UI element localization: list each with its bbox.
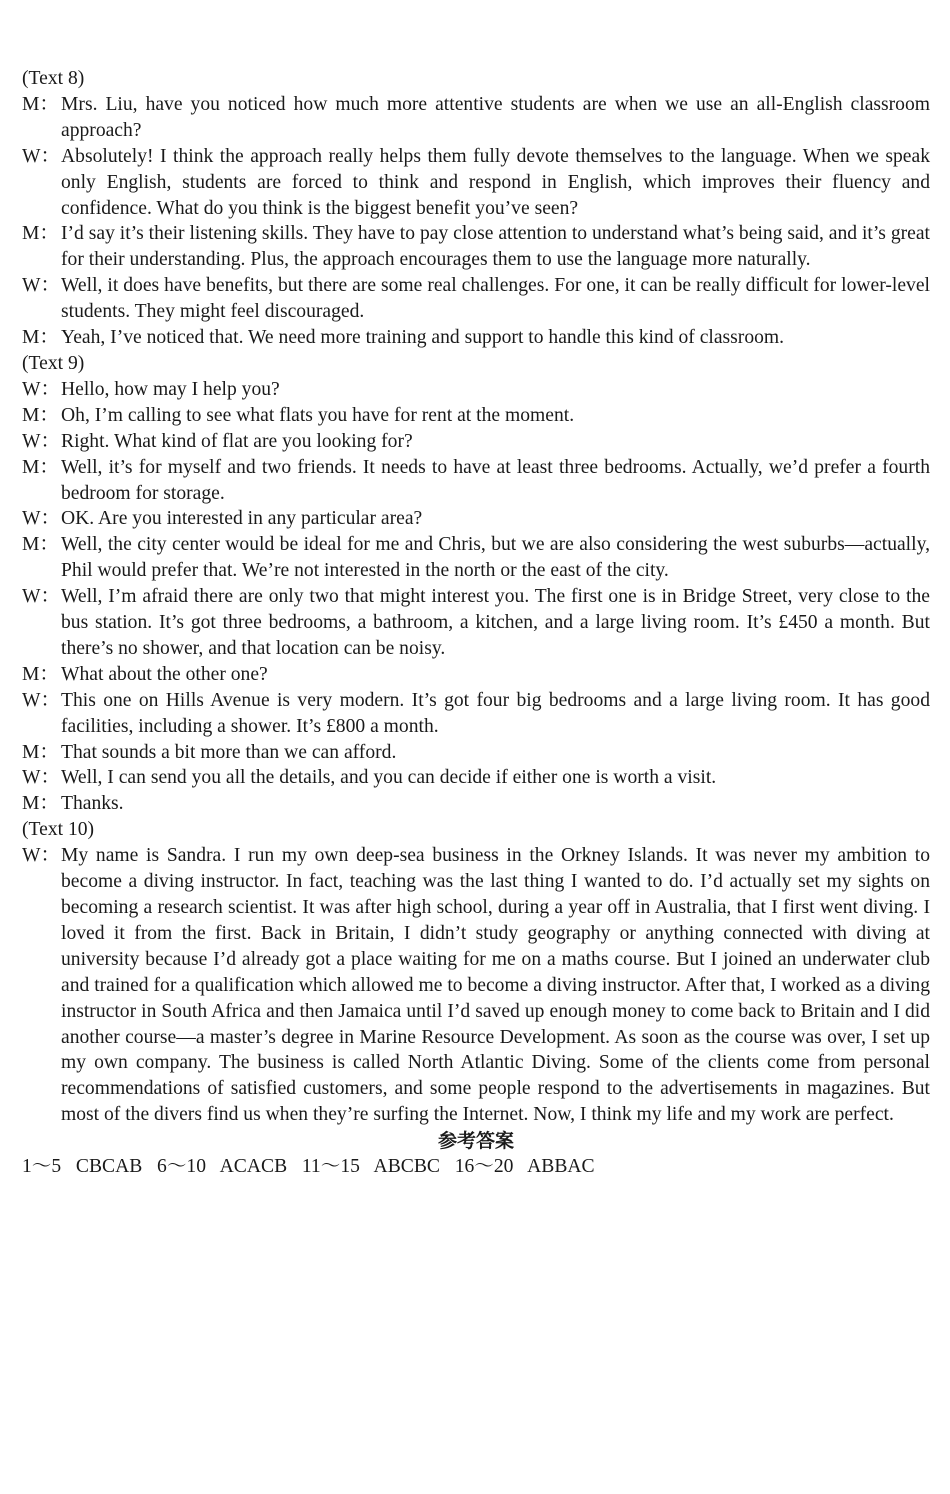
speaker-label: W： [22,378,61,400]
dialogue-turn [22,765,930,791]
utterance: Yeah, I’ve noticed that. We need more training and support to handle this kind of classroom. [61,327,785,349]
speaker-label: M： [22,223,60,245]
answer-range: 11～15 [301,1156,360,1178]
dialogue-turn [22,506,930,532]
speaker-label: W： [22,508,61,530]
utterance: Oh, I’m calling to see what flats you have for rent at the moment. [61,404,575,426]
speaker-label: W： [22,586,61,608]
dialogue-turn [22,221,930,273]
dialogue-turn [22,403,930,429]
utterance: Well, it does have benefits, but there are some real challenges. For one, it can be really difficult for lower-level students. They might feel discouraged. [61,275,930,323]
utterance: Well, I can send you all the details, and you can decide if either one is worth a visit. [61,767,717,789]
answer-key [22,1154,930,1180]
utterance: Well, it’s for myself and two friends. It needs to have at least three bedrooms. Actually, we’d prefer a fourth bedroom for storage. [61,456,930,504]
dialogue-turn [22,662,930,688]
dialogue-turn [22,273,930,325]
utterance: Mrs. Liu, have you noticed how much more attentive students are when we use an all-English classroom approach? [61,93,930,141]
dialogue-turn [22,429,930,455]
answer-values: ABBAC [527,1156,595,1178]
answer-values: CBCAB [75,1156,143,1178]
utterance: OK. Are you interested in any particular area? [61,508,423,530]
utterance: Hello, how may I help you? [61,378,280,400]
dialogue-turn [22,532,930,584]
speaker-label: W： [22,767,61,789]
speaker-label: M： [22,327,60,349]
answer-values: ABCBC [373,1156,440,1178]
answer-values: ACACB [219,1156,288,1178]
speaker-label: W： [22,845,61,867]
speaker-label: M： [22,534,60,556]
text-10-label: (Text 10) [22,819,95,841]
speaker-label: W： [22,689,61,711]
monologue [22,843,930,1128]
text-8-label: (Text 8) [22,68,85,89]
speaker-label: W： [22,275,61,297]
utterance: Absolutely! I think the approach really helps them fully devote themselves to the language. When we speak only English, students are forced to think and respond in English, which improves their fluency and confidence. What do you think is the biggest benefit you’ve seen? [61,145,930,219]
utterance: Well, I’m afraid there are only two that might interest you. The first one is in Bridge Street, very close to the bus station. It’s got three bedrooms, a bathroom, a kitchen, and a large living room. It’s £450 a month. But there’s no shower, and that location can be noisy. [61,586,930,659]
answer-key-title: 参考答案 [437,1130,514,1153]
speaker-label: W： [22,145,61,167]
utterance: Right. What kind of flat are you looking for? [61,430,413,452]
dialogue-turn [22,455,930,507]
transcript-page [22,66,930,1180]
speaker-label: M： [22,793,60,815]
utterance: This one on Hills Avenue is very modern. It’s got four big bedrooms and a large living room. It has good facilities, including a shower. It’s £800 a month. [61,689,930,737]
speaker-label: M： [22,663,60,685]
dialogue-turn [22,144,930,222]
speaker-label: M： [22,93,60,115]
answer-range: 6～10 [157,1156,207,1178]
text-9-label: (Text 9) [22,352,85,374]
dialogue-turn [22,325,930,351]
utterance: I’d say it’s their listening skills. They have to pay close attention to understand what’s being said, and it’s great for their understanding. Plus, the approach encourages them to use the language more naturally. [61,223,930,271]
dialogue-turn [22,92,930,144]
speaker-label: M： [22,404,60,426]
utterance: Well, the city center would be ideal for me and Chris, but we are also considering the west suburbs—actually, Phil would prefer that. We’re not interested in the north or the east of the city. [61,534,930,582]
answer-range: 1～5 [22,1156,62,1178]
dialogue-turn [22,377,930,403]
dialogue-turn [22,791,930,817]
dialogue-turn [22,688,930,740]
utterance: What about the other one? [61,663,268,685]
utterance: My name is Sandra. I run my own deep-sea business in the Orkney Islands. It was never my ambition to become a diving instructor. In fact, teaching was the last thing I wanted to do. I’d actually set my sights on becoming a research scientist. It was after high school, during a year off in Australia, that I first went diving. I loved it from the first. Back in Britain, I didn’t study geography or anything connected with diving at university because I’d already got a place waiting for me on a maths course. But I joined an underwater club and trained for a qualification which allowed me to become a diving instructor. After that, I worked as a diving instructor in South Africa and then Jamaica until I’d saved up enough money to come back to Britain and I did another course—a master’s degree in Marine Resource Development. As soon as the course was over, I set up my own company. The business is called North Atlantic Diving. Some of the clients come from personal recommendations of satisfied customers, and some people respond to the advertisements in magazines. But most of the divers find us when they’re surfing the Internet. Now, I think my life and my work are perfect. [61,845,930,1126]
answer-range: 16～20 [454,1156,514,1178]
speaker-label: M： [22,741,60,763]
dialogue-turn [22,584,930,662]
utterance: That sounds a bit more than we can afford. [61,741,397,763]
speaker-label: M： [22,456,60,478]
speaker-label: W： [22,430,61,452]
utterance: Thanks. [61,793,124,815]
dialogue-turn [22,740,930,766]
